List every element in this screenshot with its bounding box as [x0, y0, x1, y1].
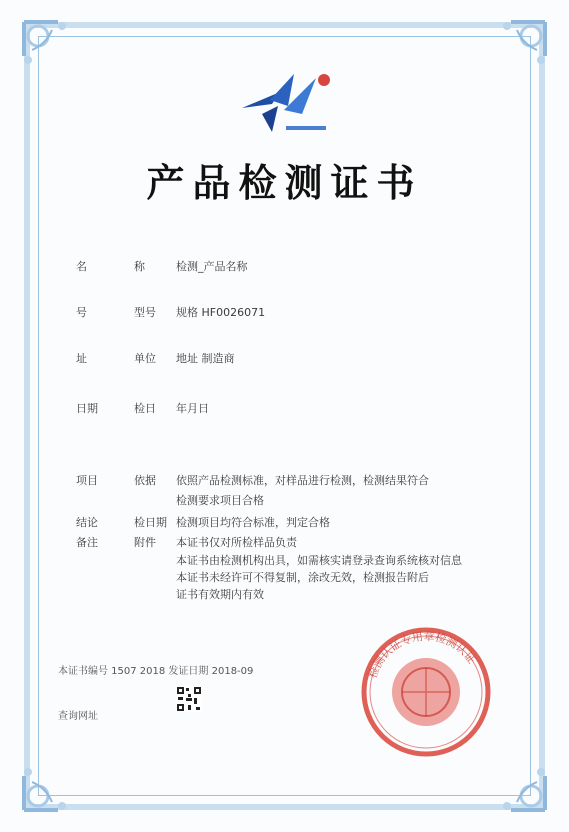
certificate-title: 产品检测证书: [146, 160, 423, 205]
row-value: 规格 HF0026071: [176, 306, 266, 319]
row-label: 址: [76, 352, 87, 365]
row-field: 单位: [134, 352, 156, 365]
row-value: 年月日: [176, 402, 209, 415]
remarks-line: 本证书未经许可不得复制，涂改无效，检测报告附后: [176, 571, 429, 584]
section-label: 项目: [76, 474, 98, 487]
remarks-paragraph: [176, 552, 496, 603]
row-field: 检日: [134, 402, 156, 415]
section-field: 检日期: [134, 516, 167, 529]
section-value: 依照产品检测标准，对样品进行检测，检测结果符合: [176, 474, 429, 487]
corner-ornament-icon: [18, 16, 88, 86]
row-field: 称: [134, 260, 145, 273]
section-value: 本证书仅对所检样品负责: [176, 536, 297, 549]
qr-code-icon: [176, 686, 202, 712]
corner-ornament-icon: [18, 746, 88, 816]
section-value: 检测要求项目合格: [176, 494, 264, 507]
section-field: 附件: [134, 536, 156, 549]
organization-logo-icon: [232, 70, 342, 140]
corner-ornament-icon: [481, 16, 551, 86]
official-seal-icon: [356, 622, 496, 762]
row-label: 日期: [76, 402, 98, 415]
section-field: 依据: [134, 474, 156, 487]
section-label: 备注: [76, 536, 98, 549]
row-label: 号: [76, 306, 87, 319]
row-value: 检测_产品名称: [176, 260, 248, 273]
query-site-label: 查询网址: [58, 711, 98, 722]
row-label: 名: [76, 260, 87, 273]
certificate-number-line: 本证书编号 1507 2018 发证日期 2018-09: [58, 666, 254, 677]
row-field: 型号: [134, 306, 156, 319]
section-label: 结论: [76, 516, 98, 529]
section-value: 检测项目均符合标准，判定合格: [176, 516, 330, 529]
remarks-line: 本证书由检测机构出具，如需核实请登录查询系统核对信息: [176, 554, 462, 567]
row-value: 地址 制造商: [176, 352, 235, 365]
svg-text:检测认证专用章检测认证: 检测认证专用章检测认证: [365, 629, 479, 681]
remarks-line: 证书有效期内有效: [176, 588, 264, 601]
